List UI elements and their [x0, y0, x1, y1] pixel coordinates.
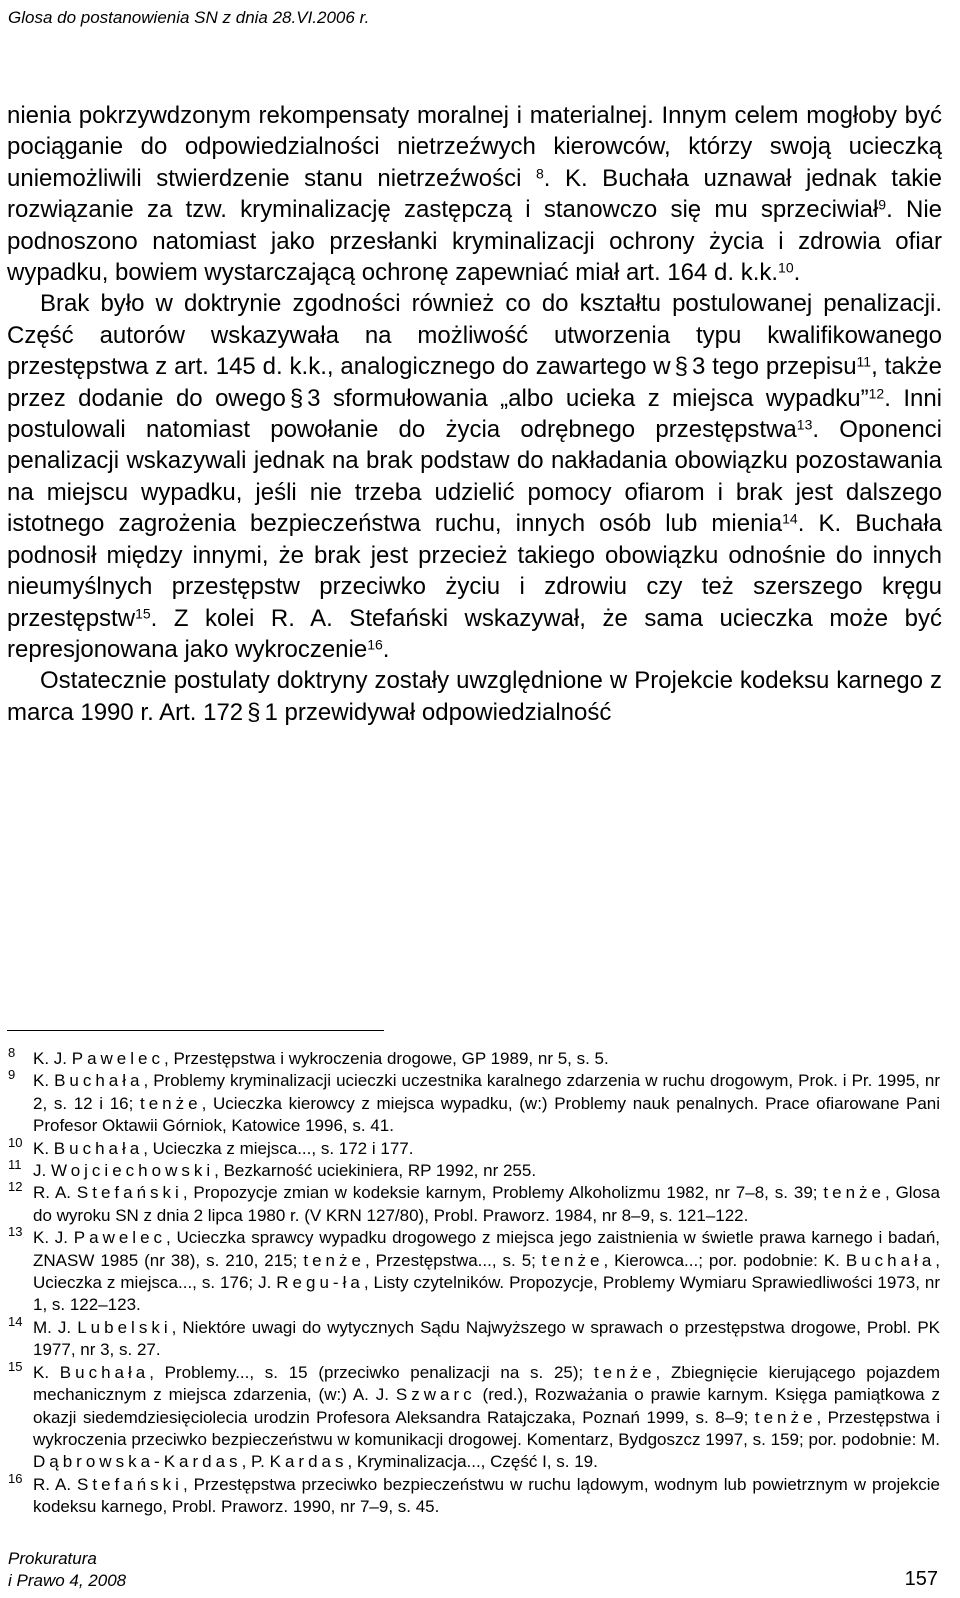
- text-run: Brak było w doktrynie zgodności również co do kształtu postulowanej penalizacji. Część autorów wskazywała na możliwość utworzenia typu kwalifikowanego przestępstwa z art. 145 d. k.k., analogicznego do zawartego w: [7, 290, 942, 381]
- author-name: Stefański: [76, 1183, 183, 1203]
- footnote-14: [7, 1313, 940, 1362]
- footnote-ref-12[interactable]: 12: [868, 384, 885, 401]
- text-run: 1 przewidywał odpowiedzialność: [264, 698, 612, 726]
- text-run: . Nie podnoszono natomiast jako przesłanki kryminalizacji ochrony życia i zdrowia ofiar wypadku, bowiem wystarczającą ochronę zapewniać miał art. 164 d. k.k.: [7, 196, 942, 287]
- footnote-ref-9[interactable]: 9: [878, 196, 887, 213]
- author-name: Regu-ła: [276, 1273, 364, 1293]
- text-run: K.: [33, 1362, 60, 1382]
- text-run: , P.: [241, 1452, 270, 1472]
- text-run: J.: [33, 1161, 51, 1181]
- author-name: Pawelec: [71, 1049, 164, 1068]
- author-name: Kardas: [269, 1452, 348, 1472]
- section-sign: §: [247, 698, 261, 726]
- text-run: , Problemy..., s. 15 (przeciwko penalizacji na s. 25);: [149, 1362, 594, 1382]
- footnote-ref-15[interactable]: 15: [135, 604, 151, 621]
- author-name: tenże: [303, 1250, 365, 1270]
- text-run: R. A.: [33, 1183, 77, 1203]
- text-run: . K. Buchała uznawał jednak takie rozwiązanie za tzw. kryminalizację zastępczą i stanowczo się mu sprzeciwiał: [7, 164, 942, 224]
- text-run: , Problemy kryminalizacji ucieczki uczestnika karalnego zdarzenia w ruchu drogowym, Prok. i Pr. 1995, nr 2, s. 12 i 16;: [33, 1071, 940, 1113]
- footnote-number: 16: [8, 1470, 23, 1486]
- footnote-number: 12: [8, 1179, 23, 1195]
- text-run: , Ucieczka z miejsca..., s. 172 i 177.: [143, 1138, 414, 1158]
- text-run: , Ucieczka sprawcy wypadku drogowego z miejsca jego zaistnienia w świetle prawa karnego i badań, ZNASW 1985 (nr 38), s. 210, 215;: [33, 1228, 941, 1270]
- footnote-11: [7, 1157, 940, 1182]
- footnote-ref-10[interactable]: 10: [778, 259, 794, 276]
- footnote-number: 14: [8, 1313, 23, 1329]
- author-name: Buchała: [53, 1138, 144, 1158]
- footnote-number: 9: [8, 1067, 16, 1083]
- journal-name: Prokuratura: [8, 1549, 97, 1568]
- footnote-12: [7, 1179, 940, 1227]
- text-run: , Przestępstwa przeciwko bezpieczeństwu w ruchu lądowym, wodnym lub powietrznym w projekcie kodeksu karnego, Probl. Praworz. 1990, nr 7–9, s. 45.: [33, 1474, 941, 1517]
- footnote-ref-8[interactable]: 8: [535, 165, 544, 182]
- text-run: , Listy czytelników. Propozycje, Problemy Wymiaru Sprawiedliwości 1973, nr 1, s. 122–123.: [33, 1273, 941, 1315]
- footnote-number: 15: [8, 1358, 23, 1374]
- text-run: , także przez dodanie do owego: [7, 353, 943, 412]
- footnote-ref-11[interactable]: 11: [856, 353, 872, 370]
- page-number: 157: [904, 1568, 938, 1590]
- footnote-number: 8: [8, 1045, 16, 1060]
- text-run: , Propozycje zmian w kodeksie karnym, Problemy Alkoholizmu 1982, nr 7–8, s. 39;: [182, 1183, 824, 1203]
- running-header: Glosa do postanowienia SN z dnia 28.VI.2006 r.: [8, 8, 370, 27]
- author-name: Lubelski: [77, 1317, 172, 1337]
- text-run: K.: [33, 1071, 55, 1091]
- text-run: K.: [33, 1138, 54, 1158]
- author-name: Stefański: [77, 1474, 183, 1494]
- author-name: tenże: [754, 1407, 817, 1427]
- text-run: . Oponenci penalizacji wskazywali jednak na brak podstaw do nakładania obowiązku pozostawania na miejscu wypadku, jeśli nie trzeba udzielić pomocy ofiarom i brak jest dalszego istotnego zagrożenia bezpieczeństwa ruchu, innych osób lub mienia: [7, 416, 943, 538]
- text-run: , Ucieczka z miejsca..., s. 176; J.: [33, 1250, 941, 1293]
- author-name: tenże: [140, 1093, 202, 1113]
- author-name: Wojciechowski: [50, 1161, 215, 1181]
- text-run: 3 tego przepisu: [692, 353, 857, 381]
- journal-footer: [8, 1548, 126, 1592]
- text-run: . Z kolei R. A. Stefański wskazywał, że sama ucieczka może być represjonowana jako wykroczenie: [7, 604, 942, 663]
- text-run: , Przestępstwa i wykroczenia przeciwko bezpieczeństwu w komunikacji drogowej. Komentarz, Bydgoszcz 1997, s. 159; por. podobnie: M.: [33, 1407, 940, 1449]
- footnotes: [7, 1045, 941, 1519]
- text-run: .: [382, 635, 390, 663]
- text-run: . Inni postulowali natomiast powołanie do życia odrębnego przestępstwa: [7, 384, 943, 444]
- footnote-9: [7, 1067, 941, 1137]
- section-sign: §: [674, 353, 688, 381]
- section-sign: §: [289, 384, 304, 412]
- author-name: tenże: [823, 1183, 885, 1203]
- paragraph-1: [7, 100, 942, 288]
- footnote-10: [7, 1134, 940, 1160]
- footnote-number: 10: [8, 1134, 23, 1150]
- author-name: tenże: [593, 1362, 656, 1382]
- text-run: M. J.: [33, 1317, 78, 1337]
- text-run: , Ucieczka kierowcy z miejsca wypadku, (w:) Problemy nauk penalnych. Prace ofiarowane Pani Profesor Oktawii Górniok, Katowice 1996, s. 41.: [33, 1093, 941, 1136]
- footnote-ref-14[interactable]: 14: [782, 510, 798, 527]
- footnote-ref-16[interactable]: 16: [367, 636, 383, 653]
- text-run: , Glosa do wyroku SN z dnia 2 lipca 1980 r. (V KRN 127/80), Probl. Praworz. 1984, nr 8–9, s. 121–122.: [33, 1183, 940, 1225]
- text-run: . K. Buchała podnosił między innymi, że brak jest przecież takiego obowiązku odnośnie do innych nieumyślnych przestępstw przeciwko życiu i zdrowiu czy też szerszego kręgu przestępstw: [7, 510, 942, 632]
- author-name: tenże: [541, 1250, 604, 1270]
- footnote-number: 11: [8, 1157, 22, 1173]
- author-name: Dąbrowska-Kardas: [33, 1452, 242, 1472]
- journal-issue: i Prawo 4, 2008: [8, 1571, 127, 1590]
- text-run: nienia pokrzywdzonym rekompensaty moralnej i materialnej. Innym celem mogłoby być pociąganie do odpowiedzialności nietrzeźwych kierowców, którzy swoją ucieczką uniemożliwili stwierdzenie stanu nietrzeźwości: [7, 102, 942, 192]
- text-run: 3 sformułowania „albo ucieka z miejsca wypadku”: [307, 384, 869, 412]
- text-run: , Przestępstwa..., s. 5;: [364, 1250, 542, 1270]
- footnote-separator: [7, 1030, 384, 1031]
- author-name: Buchała: [59, 1362, 150, 1382]
- text-run: , Kryminalizacja..., Część I, s. 19.: [347, 1452, 598, 1472]
- footnote-8: [7, 1045, 940, 1070]
- paragraph-2: [7, 288, 942, 665]
- text-run: K. J.: [33, 1228, 74, 1248]
- footnote-ref-13[interactable]: 13: [796, 416, 813, 433]
- footnote-16: [7, 1470, 941, 1519]
- footnote-15: [7, 1358, 940, 1474]
- author-name: Pawelec: [73, 1228, 167, 1248]
- text-run: Ostatecznie postulaty doktryny zostały uwzględnione w Projekcie kodeksu karnego z marca 1990 r. Art. 172: [7, 667, 942, 726]
- author-name: Buchała: [845, 1250, 936, 1270]
- author-name: Buchała: [54, 1071, 144, 1091]
- text-run: , Bezkarność uciekiniera, RP 1992, nr 255.: [214, 1161, 537, 1181]
- footnote-number: 13: [8, 1224, 23, 1240]
- author-name: Szwarc: [395, 1385, 476, 1405]
- footnote-13: [7, 1224, 941, 1317]
- text-run: .: [793, 259, 801, 287]
- text-run: , Niektóre uwagi do wytycznych Sądu Najwyższego w sprawach o przestępstwa drogowe, Probl. PK 1977, nr 3, s. 27.: [33, 1317, 940, 1360]
- text-run: , Zbiegnięcie kierującego pojazdem mechanicznym z miejsca zdarzenia, (w:) A. J.: [33, 1362, 940, 1405]
- text-run: (red.), Rozważania o prawie karnym. Księga pamiątkowa z okazji siedemdziesięciolecia urodzin Profesora Aleksandra Ratajczaka, Poznań 1999, s. 8–9;: [33, 1385, 940, 1427]
- text-run: R. A.: [33, 1474, 78, 1494]
- paragraph-3: [7, 665, 942, 728]
- text-run: K. J.: [33, 1049, 72, 1068]
- text-run: , Kierowca...; por. podobnie: K.: [603, 1250, 846, 1270]
- text-run: , Przestępstwa i wykroczenia drogowe, GP 1989, nr 5, s. 5.: [164, 1049, 609, 1068]
- main-text: [7, 100, 942, 728]
